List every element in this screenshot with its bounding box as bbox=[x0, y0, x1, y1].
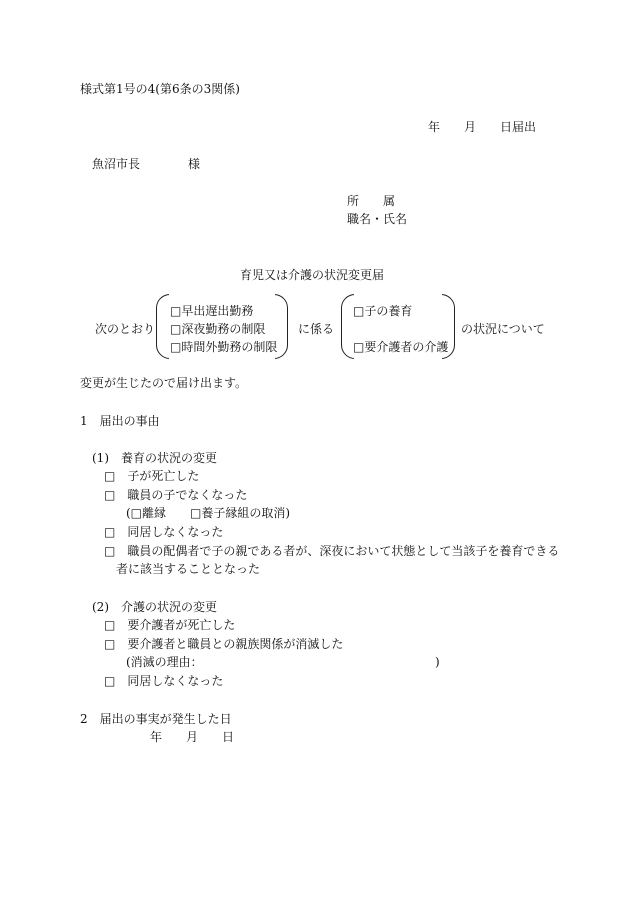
list-item: □ 要介護者と職員との親族関係が消滅した bbox=[104, 637, 344, 651]
list-item-continued: 者に該当することとなった bbox=[116, 562, 261, 576]
option-early-late-shift: □早出遅出勤務 bbox=[170, 304, 254, 318]
affiliation-label: 所 属 bbox=[347, 194, 396, 208]
section2-heading: 2 届出の事実が発生した日 bbox=[80, 712, 232, 726]
form-number: 様式第1号の4(第6条の3関係) bbox=[80, 82, 240, 96]
option-child-care: □子の養育 bbox=[353, 304, 413, 318]
list-item: □ 子が死亡した bbox=[104, 469, 200, 483]
closing-sentence: 変更が生じたので届け出ます。 bbox=[80, 376, 248, 390]
submission-date: 年 月 日届出 bbox=[428, 120, 537, 134]
option-nursing-care: □要介護者の介護 bbox=[353, 340, 449, 354]
list-item: □ 職員の配偶者で子の親である者が、深夜において状態として当該子を養育できる bbox=[104, 544, 560, 558]
reason-close-paren: ) bbox=[435, 655, 440, 669]
addressee: 魚沼市長 様 bbox=[92, 157, 201, 171]
list-item: □ 職員の子でなくなった bbox=[104, 488, 248, 502]
document-title: 育児又は介護の状況変更届 bbox=[240, 268, 385, 282]
intro-suffix: の状況について bbox=[461, 322, 545, 336]
intro-prefix: 次のとおり bbox=[95, 322, 156, 336]
name-label: 職名・氏名 bbox=[347, 212, 408, 226]
sub1-heading: (1) 養育の状況の変更 bbox=[92, 451, 217, 465]
option-overtime-limit: □時間外勤務の制限 bbox=[170, 340, 278, 354]
list-item: □ 同居しなくなった bbox=[104, 674, 224, 688]
list-item-detail: (□離縁 □養子縁組の取消) bbox=[126, 506, 291, 520]
occurrence-date: 年 月 日 bbox=[150, 730, 235, 744]
list-item: □ 要介護者が死亡した bbox=[104, 618, 236, 632]
section1-heading: 1 届出の事由 bbox=[80, 414, 160, 428]
list-item: □ 同居しなくなった bbox=[104, 525, 224, 539]
sub2-heading: (2) 介護の状況の変更 bbox=[92, 600, 217, 614]
intro-middle: に係る bbox=[298, 322, 335, 336]
option-night-duty-limit: □深夜勤務の制限 bbox=[170, 322, 266, 336]
reason-label: (消滅の理由： bbox=[126, 655, 203, 669]
